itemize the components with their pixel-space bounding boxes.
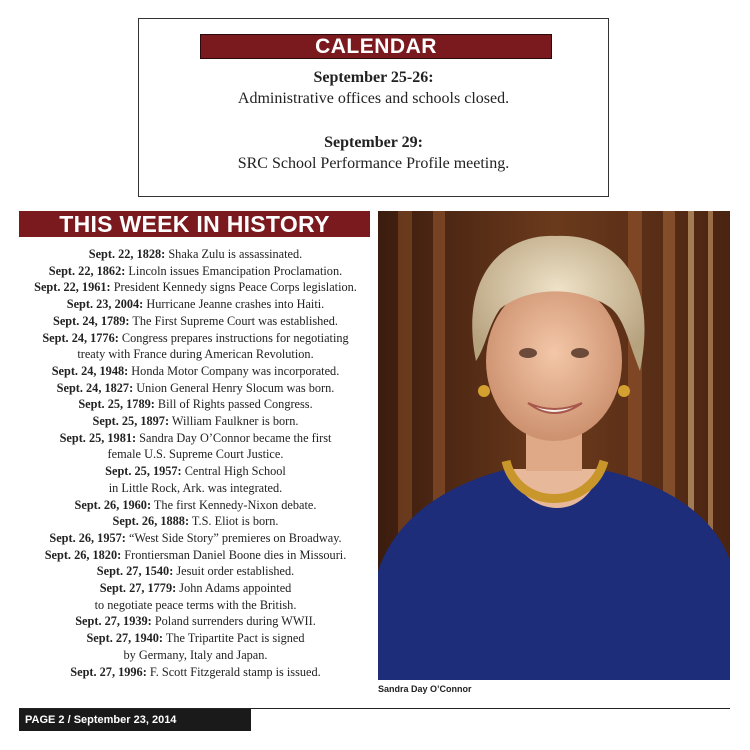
history-entry-text: Union General Henry Slocum was born. [136,380,335,395]
history-entry-date: Sept. 27, 1779: [99,581,177,596]
history-entry-text-continued: female U.S. Supreme Court Justice. [107,447,284,462]
history-entry [10,430,381,463]
history-entry-date: Sept. 25, 1789: [78,397,155,412]
history-entry-date: Sept. 24, 1948: [51,363,129,378]
history-entry-text: Lincoln issues Emancipation Proclamation. [128,263,343,278]
history-entry-text: Congress prepares instructions for negotiating [121,330,349,345]
history-entry-text-continued: to negotiate peace terms with the British. [94,597,297,612]
history-entry-date: Sept. 25, 1957: [105,464,182,479]
history-entry-date: Sept. 27, 1940: [86,631,163,646]
history-entry [10,580,381,613]
calendar-box [138,18,609,197]
history-entry-text: Honda Motor Company was incorporated. [131,363,340,378]
history-entry [10,396,381,413]
history-entry-text-continued: in Little Rock, Ark. was integrated. [108,480,283,495]
history-entry-date: Sept. 26, 1820: [44,547,122,562]
history-entry-date: Sept. 26, 1960: [74,497,152,512]
history-entry-date: Sept. 23, 2004: [66,297,144,312]
history-entry [10,547,381,564]
history-entry-text: Sandra Day O’Connor became the first [139,430,332,445]
calendar-event [139,133,608,175]
photo-caption: Sandra Day O’Connor [378,684,472,694]
history-entry-text: John Adams appointed [179,581,292,596]
calendar-event [139,68,608,110]
history-entry-text: Hurricane Jeanne crashes into Haiti. [146,297,325,312]
history-entry-text: President Kennedy signs Peace Corps legislation. [113,280,357,295]
history-entry [10,263,381,280]
history-entry-date: Sept. 27, 1996: [70,664,147,679]
history-entry-text: Shaka Zulu is assassinated. [168,247,303,261]
history-entry-text: Frontiersman Daniel Boone dies in Missouri. [124,547,347,562]
history-entry [10,330,381,363]
history-entry-date: Sept. 22, 1961: [34,280,111,295]
history-entry-text: T.S. Eliot is born. [191,514,279,529]
history-entry [10,513,381,530]
calendar-title: CALENDAR [200,34,552,59]
history-entry-date: Sept. 27, 1939: [75,614,152,629]
history-list [10,246,381,680]
history-entry-date: Sept. 26, 1888: [112,514,190,529]
history-entry-date: Sept. 25, 1981: [59,430,137,445]
history-entry-date: Sept. 24, 1827: [56,380,134,395]
history-entry [10,463,381,496]
history-entry [10,413,381,430]
history-entry [10,279,381,296]
history-entry [10,380,381,397]
history-entry-text: Jesuit order established. [176,564,295,579]
history-entry-text: Bill of Rights passed Congress. [157,397,313,412]
history-entry [10,296,381,313]
history-entry [10,497,381,514]
calendar-event-date: September 25-26: [313,69,434,86]
history-entry [10,563,381,580]
history-entry-date: Sept. 22, 1862: [48,263,126,278]
history-entry [10,613,381,630]
portrait-photo [378,211,730,680]
history-entry-date: Sept. 25, 1897: [92,414,170,429]
history-entry-text: F. Scott Fitzgerald stamp is issued. [149,664,321,679]
history-entry [10,530,381,547]
page-label: PAGE 2 / September 23, 2014 [19,709,251,731]
history-entry-text: The first Kennedy-Nixon debate. [153,497,317,512]
calendar-event-date: September 29: [324,134,423,151]
history-entry-text: “West Side Story” premieres on Broadway. [128,530,342,545]
history-entry-date: Sept. 24, 1789: [53,313,130,328]
history-entry-text: Poland surrenders during WWII. [154,614,316,629]
calendar-event-desc: SRC School Performance Profile meeting. [237,155,510,172]
history-entry-text-continued: by Germany, Italy and Japan. [123,647,268,662]
history-entry-text: The First Supreme Court was established. [132,313,338,328]
history-entry [10,630,381,663]
history-entry-date: Sept. 26, 1957: [49,530,126,545]
history-entry-date: Sept. 24, 1776: [42,330,119,345]
history-entry-date: Sept. 22, 1828: [88,247,166,261]
history-entry-text: The Tripartite Pact is signed [165,631,305,646]
history-entry [10,246,381,263]
history-entry-text: Central High School [184,464,286,479]
history-entry [10,664,381,681]
history-entry-text: William Faulkner is born. [171,414,299,429]
history-entry-date: Sept. 27, 1540: [96,564,174,579]
history-entry [10,363,381,380]
history-title: THIS WEEK IN HISTORY [19,211,370,237]
calendar-event-desc: Administrative offices and schools closed. [237,90,510,107]
history-entry [10,313,381,330]
history-entry-text-continued: treaty with France during American Revolution. [77,347,314,362]
